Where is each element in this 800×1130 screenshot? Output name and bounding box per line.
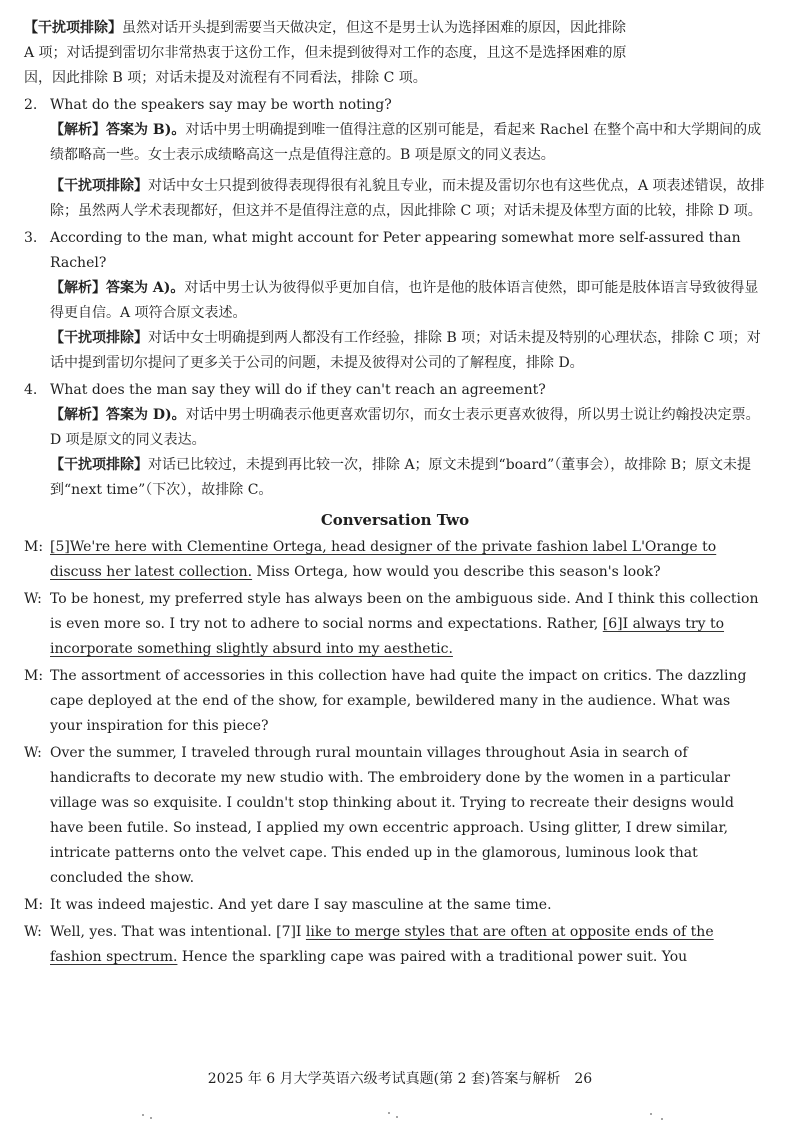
- question-text: According to the man, what might account for Peter appearing somewhat more self-assured than Rachel?: [50, 230, 741, 271]
- section-title: Conversation Two: [320, 511, 470, 529]
- analysis-4: [24, 403, 766, 453]
- question-4: [24, 378, 766, 403]
- underlined-answer-text: [6]I always try to incorporate something slightly absurd into my aesthetic.: [50, 616, 725, 657]
- analysis-text: 对话中男士明确表示他更喜欢雷切尔，而女士表示更喜欢彼得，所以男士说让约翰投决定票。D 项是原文的同义表达。: [50, 407, 760, 448]
- dialogue-turn-6: [24, 920, 766, 970]
- analysis-2: [24, 118, 766, 168]
- distractor-intro: [24, 16, 766, 91]
- question-text: What do the speakers say may be worth noting?: [50, 97, 392, 113]
- underlined-answer-text: like to merge styles that are often at opposite ends of the fashion spectrum.: [50, 924, 714, 965]
- distractor-text: 对话已比较过，未提到再比较一次，排除 A；原文未提到“board”（董事会），故排除 B；原文未提到“next time”（下次），故排除 C。: [50, 457, 752, 498]
- distractor-2: [24, 174, 766, 224]
- analysis-tag: 【解析】: [50, 407, 106, 423]
- scan-specks: [0, 1108, 800, 1128]
- question-text: What does the man say they will do if they can't reach an agreement?: [50, 382, 546, 398]
- page-footer: [0, 1068, 800, 1090]
- distractor-4: [24, 453, 766, 503]
- intro-line-1: 虽然对话开头提到需要当天做决定，但这不是男士认为选择困难的原因，因此排除: [122, 20, 626, 36]
- question-number: 4.: [24, 382, 38, 398]
- speaker-label: W:: [24, 591, 42, 607]
- analysis-answer: 答案为 A)。: [106, 280, 185, 296]
- dialogue-turn-2: [24, 587, 766, 662]
- distractor-text: 对话中女士只提到彼得表现得很有礼貌且专业，而未提及雷切尔也有这些优点，A 项表述错误，故排除；虽然两人学术表现都好，但这并不是值得注意的点，因此排除 C 项；对话未提及体型方面的比较，排除 D 项。: [50, 178, 765, 219]
- intro-line-2: A 项；对话提到雷切尔非常热衷于这份工作，但未提到彼得对工作的态度，且这不是选择困难的原: [24, 45, 627, 61]
- analysis-tag: 【解析】: [50, 280, 106, 296]
- speaker-label: M:: [24, 668, 44, 684]
- distractor-text: 对话中女士明确提到两人都没有工作经验，排除 B 项；对话未提及特别的心理状态，排除 C 项；对话中提到雷切尔提问了更多关于公司的问题，未提及彼得对公司的了解程度，排除 D。: [50, 330, 761, 371]
- dialogue-turn-1: [24, 535, 766, 585]
- question-number: 2.: [24, 97, 38, 113]
- question-number: 3.: [24, 230, 38, 246]
- dialogue-turn-5: [24, 893, 766, 918]
- distractor-3: [24, 326, 766, 376]
- turn-text: To be honest, my preferred style has always been on the ambiguous side. And I think this collection is even more so. I try not to adhere to social norms and expectations. Rather,: [50, 591, 759, 632]
- speaker-label: W:: [24, 924, 42, 940]
- analysis-text: 对话中男士认为彼得似乎更加自信，也许是他的肢体语言使然，即可能是肢体语言导致彼得显得更自信。A 项符合原文表述。: [50, 280, 759, 321]
- dialogue-turn-3: [24, 664, 766, 739]
- page-number: 26: [574, 1071, 593, 1087]
- turn-text: Well, yes. That was intentional. [7]I: [50, 924, 306, 940]
- analysis-tag: 【解析】: [50, 122, 106, 138]
- intro-line-3: 因，因此排除 B 项；对话未提及对流程有不同看法，排除 C 项。: [24, 70, 427, 86]
- question-3: [24, 226, 766, 276]
- scan-speck: [661, 1118, 663, 1120]
- scan-speck: [388, 1112, 390, 1114]
- turn-text: The assortment of accessories in this collection have had quite the impact on critics. The dazzling cape deployed at the end of the show, for example, bewildered many in the audience. What was your inspiration for this piece?: [50, 668, 747, 734]
- speaker-label: W:: [24, 745, 42, 761]
- distractor-tag: 【干扰项排除】: [50, 330, 148, 346]
- underlined-answer-text: [5]We're here with Clementine Ortega, head designer of the private fashion label L'Orange to discuss her latest collection.: [50, 539, 717, 580]
- analysis-answer: 答案为 B)。: [106, 122, 186, 138]
- speaker-label: M:: [24, 897, 44, 913]
- distractor-tag: 【干扰项排除】: [50, 457, 148, 473]
- turn-text-end: Miss Ortega, how would you describe this season's look?: [252, 564, 661, 580]
- analysis-3: [24, 276, 766, 326]
- scan-speck: [150, 1117, 152, 1119]
- speaker-label: M:: [24, 539, 44, 555]
- scan-speck: [396, 1116, 398, 1118]
- scan-speck: [650, 1113, 652, 1115]
- analysis-answer: 答案为 D)。: [106, 407, 186, 423]
- scan-speck: [142, 1114, 144, 1116]
- turn-text-end: Hence the sparkling cape was paired with a traditional power suit. You: [177, 949, 688, 965]
- footer-title: 2025 年 6 月大学英语六级考试真题(第 2 套)答案与解析: [207, 1071, 561, 1087]
- dialogue-turn-4: [24, 741, 766, 891]
- turn-text: Over the summer, I traveled through rural mountain villages throughout Asia in search of handicrafts to decorate my new studio with. The embroidery done by the women in a particular village was so exquisite. I couldn't stop thinking about it. Trying to recreate their designs would have been futile. So instead, I applied my own eccentric approach. Using glitter, I drew similar, intricate patterns onto the velvet cape. This ended up in the glamorous, luminous look that concluded the show.: [50, 745, 734, 886]
- question-2: [24, 93, 766, 118]
- analysis-text: 对话中男士明确提到唯一值得注意的区别可能是，看起来 Rachel 在整个高中和大学期间的成绩都略高一些。女士表示成绩略高这一点是值得注意的。B 项是原文的同义表达。: [50, 122, 762, 163]
- distractor-tag: 【干扰项排除】: [50, 178, 148, 194]
- turn-text: It was indeed majestic. And yet dare I say masculine at the same time.: [50, 897, 552, 913]
- distractor-tag: 【干扰项排除】: [24, 20, 122, 36]
